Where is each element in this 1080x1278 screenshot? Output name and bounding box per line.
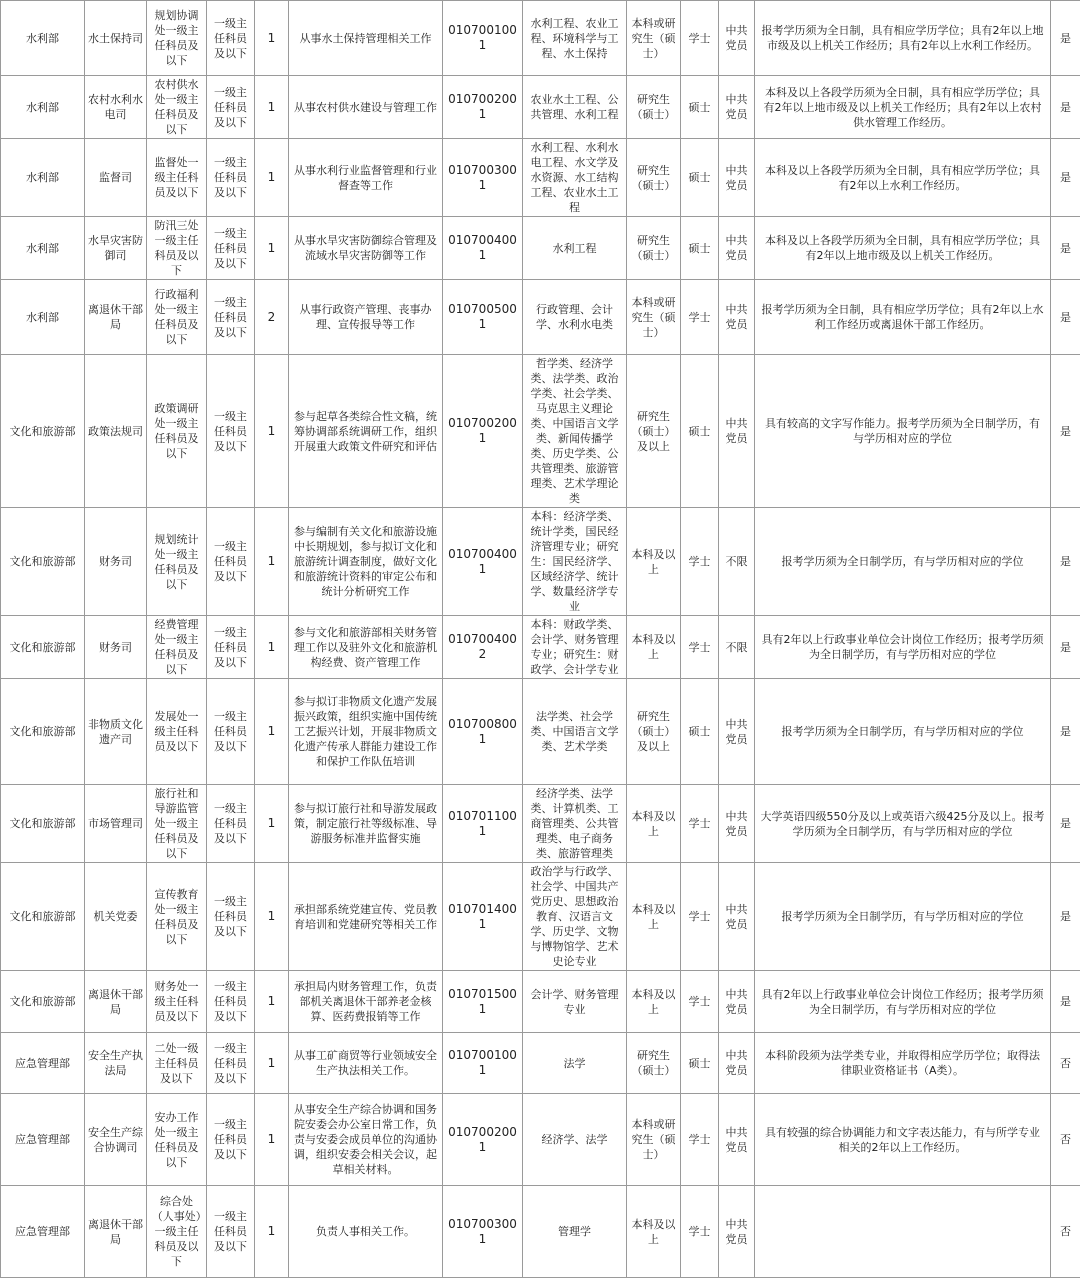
flag-cell: 是: [1051, 217, 1080, 280]
count-cell: 1: [255, 785, 289, 863]
major-cell: 经济学类、法学类、计算机类、工商管理类、公共管理类、电子商务类、旅游管理类: [523, 785, 627, 863]
political-cell: 不限: [719, 508, 755, 616]
education-cell: 本科或研究生（硕士）: [627, 1094, 681, 1186]
position-cell: 发展处一级主任科员及以下: [147, 679, 207, 785]
count-cell: 2: [255, 280, 289, 355]
bureau-cell: 离退休干部局: [85, 971, 147, 1033]
bureau-cell: 安全生产执法局: [85, 1033, 147, 1094]
count-cell: 1: [255, 863, 289, 971]
level-cell: 一级主任科员及以下: [207, 280, 255, 355]
flag-cell: 是: [1051, 863, 1080, 971]
duty-cell: 从事水土保持管理相关工作: [289, 1, 443, 76]
major-cell: 农业水土工程、公共管理、水利工程: [523, 76, 627, 139]
major-cell: 本科：经济学类、统计学类，国民经济管理专业；研究生：国民经济学、区域经济学、统计学、数量经济学专业: [523, 508, 627, 616]
department-cell: 文化和旅游部: [1, 863, 85, 971]
political-cell: 中共党员: [719, 280, 755, 355]
bureau-cell: 安全生产综合协调司: [85, 1094, 147, 1186]
bureau-cell: 财务司: [85, 616, 147, 679]
education-cell: 研究生（硕士）: [627, 1033, 681, 1094]
political-cell: 中共党员: [719, 1186, 755, 1278]
political-cell: 中共党员: [719, 971, 755, 1033]
political-cell: 中共党员: [719, 355, 755, 508]
duty-cell: 从事安全生产综合协调和国务院安委会办公室日常工作，负责与安委会成员单位的沟通协调，组织安委会相关会议，起草相关材料。: [289, 1094, 443, 1186]
table-row: [1, 355, 1080, 508]
code-cell: 0107001001: [443, 1033, 523, 1094]
requirements-cell: [755, 1186, 1051, 1278]
table-row: [1, 1094, 1080, 1186]
position-cell: 宣传教育处一级主任科员及以下: [147, 863, 207, 971]
code-cell: 0107014001: [443, 863, 523, 971]
degree-cell: 学士: [681, 508, 719, 616]
major-cell: 法学类、社会学类、中国语言文学类、艺术学类: [523, 679, 627, 785]
position-cell: 经费管理处一级主任科员及以下: [147, 616, 207, 679]
major-cell: 哲学类、经济学类、法学类、政治学类、社会学类、马克思主义理论类、中国语言文学类、新闻传播学类、历史学类、公共管理类、旅游管理类、艺术学理论类: [523, 355, 627, 508]
table-row: [1, 863, 1080, 971]
position-cell: 二处一级主任科员及以下: [147, 1033, 207, 1094]
duty-cell: 从事行政资产管理、丧事办理、宣传报导等工作: [289, 280, 443, 355]
duty-cell: 参与拟订旅行社和导游发展政策，制定旅行社等级标准、导游服务标准并监督实施: [289, 785, 443, 863]
education-cell: 本科或研究生（硕士）: [627, 280, 681, 355]
position-cell: 监督处一级主任科员及以下: [147, 139, 207, 217]
major-cell: 行政管理、会计学、水利水电类: [523, 280, 627, 355]
degree-cell: 学士: [681, 863, 719, 971]
department-cell: 文化和旅游部: [1, 679, 85, 785]
table-row: [1, 1033, 1080, 1094]
requirements-cell: 报考学历须为全日制学历，有与学历相对应的学位: [755, 508, 1051, 616]
table-row: [1, 679, 1080, 785]
major-cell: 管理学: [523, 1186, 627, 1278]
flag-cell: 否: [1051, 1186, 1080, 1278]
code-cell: 0107002001: [443, 355, 523, 508]
level-cell: 一级主任科员及以下: [207, 679, 255, 785]
duty-cell: 从事工矿商贸等行业领域安全生产执法相关工作。: [289, 1033, 443, 1094]
flag-cell: 是: [1051, 616, 1080, 679]
count-cell: 1: [255, 616, 289, 679]
degree-cell: 学士: [681, 1, 719, 76]
major-cell: 本科：财政学类、会计学、财务管理专业；研究生：财政学、会计学专业: [523, 616, 627, 679]
political-cell: 中共党员: [719, 1033, 755, 1094]
major-cell: 水利工程、农业工程、环境科学与工程、水土保持: [523, 1, 627, 76]
level-cell: 一级主任科员及以下: [207, 1094, 255, 1186]
education-cell: 本科及以上: [627, 971, 681, 1033]
flag-cell: 是: [1051, 76, 1080, 139]
level-cell: 一级主任科员及以下: [207, 1186, 255, 1278]
major-cell: 水利工程、水利水电工程、水文学及水资源、水工结构工程、农业水土工程: [523, 139, 627, 217]
level-cell: 一级主任科员及以下: [207, 1, 255, 76]
level-cell: 一级主任科员及以下: [207, 76, 255, 139]
flag-cell: 是: [1051, 971, 1080, 1033]
position-cell: 综合处（人事处）一级主任科员及以下: [147, 1186, 207, 1278]
count-cell: 1: [255, 217, 289, 280]
position-cell: 农村供水处一级主任科员及以下: [147, 76, 207, 139]
job-table-body: [1, 1, 1080, 1278]
political-cell: 中共党员: [719, 679, 755, 785]
code-cell: 0107004001: [443, 508, 523, 616]
degree-cell: 学士: [681, 616, 719, 679]
level-cell: 一级主任科员及以下: [207, 785, 255, 863]
duty-cell: 参与编制有关文化和旅游设施中长期规划，参与拟订文化和旅游统计调查制度，做好文化和旅游统计资料的审定公布和统计分析研究工作: [289, 508, 443, 616]
flag-cell: 是: [1051, 679, 1080, 785]
department-cell: 应急管理部: [1, 1033, 85, 1094]
education-cell: 研究生（硕士）: [627, 139, 681, 217]
degree-cell: 学士: [681, 971, 719, 1033]
level-cell: 一级主任科员及以下: [207, 139, 255, 217]
level-cell: 一级主任科员及以下: [207, 971, 255, 1033]
degree-cell: 硕士: [681, 139, 719, 217]
department-cell: 应急管理部: [1, 1186, 85, 1278]
education-cell: 本科或研究生（硕士）: [627, 1, 681, 76]
count-cell: 1: [255, 1186, 289, 1278]
position-cell: 防汛三处一级主任科员及以下: [147, 217, 207, 280]
requirements-cell: 报考学历须为全日制，具有相应学历学位；具有2年以上地市级及以上机关工作经历；具有2年以上水利工作经历。: [755, 1, 1051, 76]
education-cell: 本科及以上: [627, 785, 681, 863]
count-cell: 1: [255, 139, 289, 217]
bureau-cell: 水土保持司: [85, 1, 147, 76]
table-row: [1, 616, 1080, 679]
bureau-cell: 市场管理司: [85, 785, 147, 863]
position-cell: 行政福利处一级主任科员及以下: [147, 280, 207, 355]
duty-cell: 参与拟订非物质文化遗产发展振兴政策，组织实施中国传统工艺振兴计划，开展非物质文化遗产传承人群能力建设工作和保护工作队伍培训: [289, 679, 443, 785]
requirements-cell: 报考学历须为全日制，具有相应学历学位；具有2年以上水利工作经历或离退休干部工作经历。: [755, 280, 1051, 355]
position-cell: 规划统计处一级主任科员及以下: [147, 508, 207, 616]
level-cell: 一级主任科员及以下: [207, 355, 255, 508]
political-cell: 中共党员: [719, 863, 755, 971]
code-cell: 0107004002: [443, 616, 523, 679]
requirements-cell: 报考学历须为全日制学历，有与学历相对应的学位: [755, 679, 1051, 785]
degree-cell: 学士: [681, 785, 719, 863]
department-cell: 水利部: [1, 139, 85, 217]
bureau-cell: 监督司: [85, 139, 147, 217]
position-cell: 政策调研处一级主任科员及以下: [147, 355, 207, 508]
code-cell: 0107003001: [443, 1186, 523, 1278]
table-row: [1, 76, 1080, 139]
degree-cell: 学士: [681, 280, 719, 355]
department-cell: 水利部: [1, 76, 85, 139]
major-cell: 水利工程: [523, 217, 627, 280]
department-cell: 文化和旅游部: [1, 785, 85, 863]
bureau-cell: 离退休干部局: [85, 1186, 147, 1278]
position-cell: 财务处一级主任科员及以下: [147, 971, 207, 1033]
degree-cell: 硕士: [681, 217, 719, 280]
duty-cell: 承担部系统党建宣传、党员教育培训和党建研究等相关工作: [289, 863, 443, 971]
political-cell: 中共党员: [719, 139, 755, 217]
education-cell: 本科及以上: [627, 508, 681, 616]
political-cell: 中共党员: [719, 217, 755, 280]
requirements-cell: 本科及以上各段学历须为全日制，具有相应学历学位；具有2年以上水利工作经历。: [755, 139, 1051, 217]
duty-cell: 承担局内财务管理工作，负责部机关离退休干部养老金核算、医药费报销等工作: [289, 971, 443, 1033]
requirements-cell: 大学英语四级550分及以上或英语六级425分及以上。报考学历须为全日制学历，有与学历相对应的学位: [755, 785, 1051, 863]
department-cell: 文化和旅游部: [1, 616, 85, 679]
bureau-cell: 财务司: [85, 508, 147, 616]
table-row: [1, 971, 1080, 1033]
level-cell: 一级主任科员及以下: [207, 508, 255, 616]
major-cell: 法学: [523, 1033, 627, 1094]
requirements-cell: 具有较强的综合协调能力和文字表达能力，有与所学专业相关的2年以上工作经历。: [755, 1094, 1051, 1186]
level-cell: 一级主任科员及以下: [207, 217, 255, 280]
major-cell: 政治学与行政学、社会学、中国共产党历史、思想政治教育、汉语言文学、历史学、文物与博物馆学、艺术史论专业: [523, 863, 627, 971]
education-cell: 本科及以上: [627, 1186, 681, 1278]
code-cell: 0107003001: [443, 139, 523, 217]
department-cell: 文化和旅游部: [1, 355, 85, 508]
flag-cell: 否: [1051, 1033, 1080, 1094]
position-cell: 旅行社和导游监管处一级主任科员及以下: [147, 785, 207, 863]
requirements-cell: 本科及以上各段学历须为全日制，具有相应学历学位；具有2年以上地市级及以上机关工作经历；具有2年以上农村供水管理工作经历。: [755, 76, 1051, 139]
major-cell: 会计学、财务管理专业: [523, 971, 627, 1033]
bureau-cell: 农村水利水电司: [85, 76, 147, 139]
bureau-cell: 水旱灾害防御司: [85, 217, 147, 280]
code-cell: 0107015001: [443, 971, 523, 1033]
bureau-cell: 离退休干部局: [85, 280, 147, 355]
degree-cell: 硕士: [681, 679, 719, 785]
department-cell: 文化和旅游部: [1, 508, 85, 616]
department-cell: 水利部: [1, 280, 85, 355]
degree-cell: 硕士: [681, 355, 719, 508]
table-row: [1, 508, 1080, 616]
code-cell: 0107011001: [443, 785, 523, 863]
education-cell: 研究生（硕士）: [627, 217, 681, 280]
level-cell: 一级主任科员及以下: [207, 616, 255, 679]
code-cell: 0107005001: [443, 280, 523, 355]
level-cell: 一级主任科员及以下: [207, 1033, 255, 1094]
degree-cell: 学士: [681, 1186, 719, 1278]
count-cell: 1: [255, 971, 289, 1033]
bureau-cell: 非物质文化遗产司: [85, 679, 147, 785]
requirements-cell: 本科阶段须为法学类专业，并取得相应学历学位；取得法律职业资格证书（A类）。: [755, 1033, 1051, 1094]
code-cell: 0107001001: [443, 1, 523, 76]
duty-cell: 从事水旱灾害防御综合管理及流域水旱灾害防御等工作: [289, 217, 443, 280]
count-cell: 1: [255, 355, 289, 508]
count-cell: 1: [255, 1033, 289, 1094]
duty-cell: 从事水利行业监督管理和行业督查等工作: [289, 139, 443, 217]
position-cell: 规划协调处一级主任科员及以下: [147, 1, 207, 76]
political-cell: 中共党员: [719, 76, 755, 139]
table-row: [1, 280, 1080, 355]
code-cell: 0107002001: [443, 1094, 523, 1186]
duty-cell: 从事农村供水建设与管理工作: [289, 76, 443, 139]
department-cell: 文化和旅游部: [1, 971, 85, 1033]
political-cell: 中共党员: [719, 785, 755, 863]
flag-cell: 否: [1051, 1094, 1080, 1186]
table-row: [1, 785, 1080, 863]
requirements-cell: 报考学历须为全日制学历，有与学历相对应的学位: [755, 863, 1051, 971]
flag-cell: 是: [1051, 139, 1080, 217]
degree-cell: 硕士: [681, 1033, 719, 1094]
flag-cell: 是: [1051, 785, 1080, 863]
department-cell: 应急管理部: [1, 1094, 85, 1186]
flag-cell: 是: [1051, 508, 1080, 616]
flag-cell: 是: [1051, 355, 1080, 508]
political-cell: 中共党员: [719, 1094, 755, 1186]
table-row: [1, 1, 1080, 76]
political-cell: 不限: [719, 616, 755, 679]
code-cell: 0107004001: [443, 217, 523, 280]
degree-cell: 硕士: [681, 76, 719, 139]
table-row: [1, 139, 1080, 217]
requirements-cell: 本科及以上各段学历须为全日制，具有相应学历学位；具有2年以上地市级及以上机关工作经历。: [755, 217, 1051, 280]
education-cell: 研究生（硕士）及以上: [627, 679, 681, 785]
position-cell: 安办工作处一级主任科员及以下: [147, 1094, 207, 1186]
table-row: [1, 217, 1080, 280]
code-cell: 0107008001: [443, 679, 523, 785]
duty-cell: 负责人事相关工作。: [289, 1186, 443, 1278]
flag-cell: 是: [1051, 1, 1080, 76]
duty-cell: 参与文化和旅游部相关财务管理工作以及驻外文化和旅游机构经费、资产管理工作: [289, 616, 443, 679]
bureau-cell: 政策法规司: [85, 355, 147, 508]
requirements-cell: 具有2年以上行政事业单位会计岗位工作经历；报考学历须为全日制学历，有与学历相对应的学位: [755, 971, 1051, 1033]
degree-cell: 学士: [681, 1094, 719, 1186]
education-cell: 研究生（硕士）及以上: [627, 355, 681, 508]
requirements-cell: 具有较高的文字写作能力。报考学历须为全日制学历，有与学历相对应的学位: [755, 355, 1051, 508]
count-cell: 1: [255, 679, 289, 785]
duty-cell: 参与起草各类综合性文稿，统筹协调部系统调研工作，组织开展重大政策文件研究和评估: [289, 355, 443, 508]
code-cell: 0107002001: [443, 76, 523, 139]
count-cell: 1: [255, 76, 289, 139]
major-cell: 经济学、法学: [523, 1094, 627, 1186]
requirements-cell: 具有2年以上行政事业单位会计岗位工作经历；报考学历须为全日制学历，有与学历相对应的学位: [755, 616, 1051, 679]
level-cell: 一级主任科员及以下: [207, 863, 255, 971]
education-cell: 本科及以上: [627, 616, 681, 679]
political-cell: 中共党员: [719, 1, 755, 76]
count-cell: 1: [255, 508, 289, 616]
education-cell: 本科及以上: [627, 863, 681, 971]
table-row: [1, 1186, 1080, 1278]
count-cell: 1: [255, 1094, 289, 1186]
department-cell: 水利部: [1, 217, 85, 280]
flag-cell: 是: [1051, 280, 1080, 355]
bureau-cell: 机关党委: [85, 863, 147, 971]
education-cell: 研究生（硕士）: [627, 76, 681, 139]
department-cell: 水利部: [1, 1, 85, 76]
count-cell: 1: [255, 1, 289, 76]
